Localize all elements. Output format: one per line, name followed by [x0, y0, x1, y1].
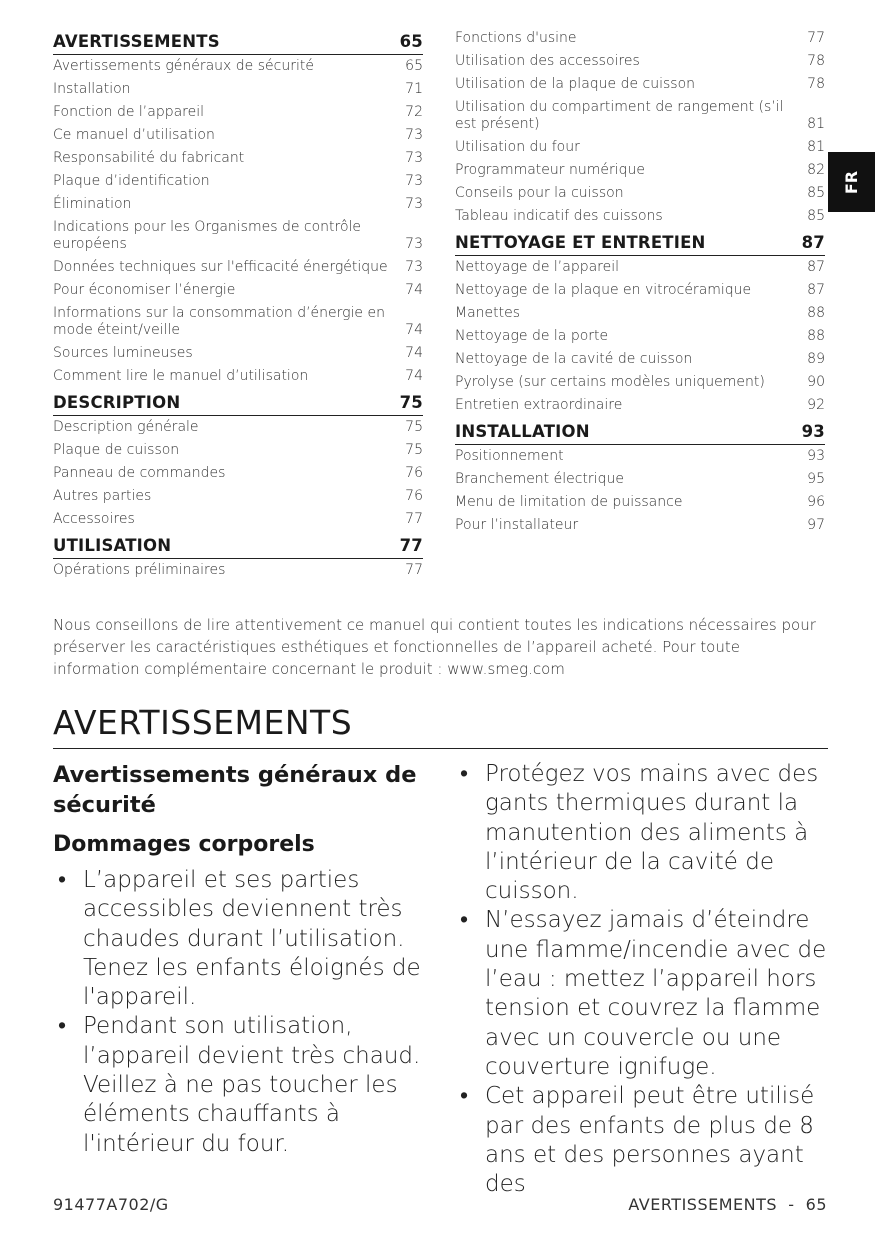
toc-page-number: 65	[405, 58, 423, 74]
toc-entry-title: Entretien extraordinaire	[455, 397, 623, 413]
toc-entry-title: Nettoyage de la plaque en vitrocéramique	[455, 282, 752, 298]
toc-entry-title: Manettes	[455, 305, 521, 321]
toc-page-number: 85	[807, 208, 825, 224]
toc-entry-title: Sources lumineuses	[53, 345, 193, 361]
toc-entry	[455, 351, 825, 368]
toc-entry-title: Pyrolyse (sur certains modèles uniquement)	[455, 374, 765, 390]
toc-entry-title: Accessoires	[53, 511, 135, 527]
toc-section-heading	[455, 231, 825, 256]
toc-entry	[455, 374, 825, 391]
toc-entry-title: Tableau indicatif des cuissons	[455, 208, 663, 224]
toc-entry	[455, 448, 825, 465]
toc-entry	[53, 219, 423, 253]
intro-paragraph: Nous conseillons de lire attentivement ce manuel qui contient toutes les indications nécessaires pour préserver les caractéristiques esthétiques et fonctionnelles de l’appareil acheté. Pour toute information complémentaire concernant le produit : www.smeg.com	[53, 616, 816, 678]
toc-right-column	[455, 30, 825, 540]
toc-page-number: 73	[405, 127, 423, 143]
toc-entry	[455, 282, 825, 299]
toc-entry	[53, 127, 423, 144]
toc-page-number: 77	[807, 30, 825, 46]
toc-page-number: 74	[405, 368, 423, 384]
toc-page-number: 76	[405, 488, 423, 504]
toc-entry-title: Conseils pour la cuisson	[455, 185, 624, 201]
toc-page-number: 87	[807, 259, 825, 275]
footer-document-code: 91477A702/G	[53, 1195, 169, 1214]
toc-entry-title: Responsabilité du fabricant	[53, 150, 245, 166]
toc-entry	[53, 419, 423, 436]
toc-page-number: 90	[807, 374, 825, 390]
toc-entry-title: Utilisation du four	[455, 139, 580, 155]
toc-entry-title: Plaque d’identification	[53, 173, 210, 189]
toc-page-number: 87	[807, 282, 825, 298]
toc-entry-title: Comment lire le manuel d’utilisation	[53, 368, 309, 384]
toc-entry-title: Installation	[53, 81, 131, 97]
toc-entry	[455, 76, 825, 93]
toc-entry-title: Nettoyage de l’appareil	[455, 259, 620, 275]
body-left-column	[53, 760, 425, 1159]
toc-section-title: DESCRIPTION	[53, 393, 181, 412]
list-item	[455, 906, 827, 1082]
list-item	[455, 1082, 827, 1199]
toc-entry-title: Branchement électrique	[455, 471, 624, 487]
list-item	[53, 1012, 425, 1158]
bullet-list-right	[455, 760, 827, 1199]
toc-entry-title: Avertissements généraux de sécurité	[53, 58, 314, 74]
toc-entry	[53, 305, 423, 339]
toc-page-number: 75	[405, 419, 423, 435]
toc-entry-title: Utilisation des accessoires	[455, 53, 640, 69]
toc-page-number: 73	[405, 196, 423, 212]
toc-entry	[455, 305, 825, 322]
toc-page-number: 78	[807, 76, 825, 92]
bullet-text: L’appareil et ses parties accessibles deviennent très chaudes durant l’utilisation. Tenez les enfants éloignés de l'appareil.	[83, 867, 421, 1011]
toc-page-number: 74	[405, 282, 423, 298]
toc-entry	[455, 30, 825, 47]
toc-page-number: 97	[807, 517, 825, 533]
toc-entry-title: Pour économiser l’énergie	[53, 282, 236, 298]
toc-entry	[53, 104, 423, 121]
toc-left-column	[53, 30, 423, 585]
toc-entry	[53, 488, 423, 505]
bullet-list-left	[53, 866, 425, 1159]
toc-page-number: 88	[807, 328, 825, 344]
toc-page-number: 87	[801, 233, 825, 252]
toc-page-number: 74	[405, 345, 423, 361]
toc-section-title: INSTALLATION	[455, 422, 590, 441]
toc-entry-title: Nettoyage de la cavité de cuisson	[455, 351, 693, 367]
toc-entry	[53, 368, 423, 385]
subheading-bodily-harm: Dommages corporels	[53, 832, 315, 857]
toc-page-number: 93	[801, 422, 825, 441]
language-tab	[828, 152, 875, 212]
toc-entry-title: Ce manuel d’utilisation	[53, 127, 215, 143]
toc-entry-title: Utilisation de la plaque de cuisson	[455, 76, 696, 92]
toc-entry-title: Élimination	[53, 196, 132, 212]
bullet-text: Pendant son utilisation, l’appareil devient très chaud. Veillez à ne pas toucher les éléments chauffants à l'intérieur du four.	[83, 1013, 421, 1157]
toc-entry	[455, 139, 825, 156]
toc-page-number: 96	[807, 494, 825, 510]
toc-page-number: 75	[405, 442, 423, 458]
toc-entry-title: Nettoyage de la porte	[455, 328, 609, 344]
toc-section-title: AVERTISSEMENTS	[53, 32, 220, 51]
toc-page-number: 73	[405, 236, 423, 252]
toc-section-title: UTILISATION	[53, 536, 172, 555]
toc-entry	[455, 397, 825, 414]
toc-section-heading	[455, 420, 825, 445]
toc-entry-title: Fonction de l’appareil	[53, 104, 205, 120]
toc-page-number: 75	[399, 393, 423, 412]
toc-page-number: 73	[405, 173, 423, 189]
bullet-icon: •	[58, 867, 67, 893]
toc-page-number: 74	[405, 322, 423, 338]
footer-running-head: AVERTISSEMENTS - 65	[628, 1195, 827, 1214]
toc-page-number: 88	[807, 305, 825, 321]
toc-entry-title: Opérations préliminaires	[53, 562, 226, 578]
toc-section-heading	[53, 30, 423, 55]
toc-entry-title: Programmateur numérique	[455, 162, 645, 178]
toc-entry	[53, 511, 423, 528]
toc-entry	[53, 345, 423, 362]
bullet-text: Cet appareil peut être utilisé par des enfants de plus de 8 ans et des personnes ayant des	[485, 1083, 815, 1198]
toc-page-number: 78	[807, 53, 825, 69]
toc-page-number: 77	[399, 536, 423, 555]
toc-entry	[53, 58, 423, 75]
language-tab-label: FR	[842, 170, 861, 194]
toc-page-number: 73	[405, 259, 423, 275]
bullet-icon: •	[58, 1013, 67, 1040]
toc-page-number: 65	[399, 32, 423, 51]
toc-entry	[455, 517, 825, 534]
toc-entry-title: Description générale	[53, 419, 199, 435]
toc-section-heading	[53, 534, 423, 559]
toc-entry	[53, 196, 423, 213]
toc-page-number: 89	[807, 351, 825, 367]
bullet-text: N’essayez jamais d’éteindre une flamme/incendie avec de l’eau : mettez l’appareil hors tension et couvrez la flamme avec un couvercle ou une couverture ignifuge.	[485, 907, 827, 1080]
toc-page-number: 77	[405, 562, 423, 578]
toc-page-number: 77	[405, 511, 423, 527]
bullet-icon: •	[460, 1083, 469, 1110]
bullet-text: Protégez vos mains avec des gants thermiques durant la manutention des aliments à l’intérieur de la cavité de cuisson.	[485, 761, 819, 905]
toc-entry-title: Fonctions d'usine	[455, 30, 577, 46]
toc-entry	[455, 53, 825, 70]
toc-entry	[53, 81, 423, 98]
toc-entry	[455, 185, 825, 202]
toc-entry	[53, 150, 423, 167]
toc-page-number: 81	[807, 116, 825, 132]
toc-entry	[455, 99, 825, 133]
toc-section-heading	[53, 391, 423, 416]
toc-entry	[455, 328, 825, 345]
toc-entry	[53, 282, 423, 299]
toc-page-number: 85	[807, 185, 825, 201]
toc-entry-title: Utilisation du compartiment de rangement (s’il est présent)	[455, 99, 784, 132]
toc-entry-title: Pour l’installateur	[455, 517, 579, 533]
toc-entry-title: Positionnement	[455, 448, 564, 464]
toc-entry	[455, 259, 825, 276]
toc-page-number: 71	[405, 81, 423, 97]
toc-entry	[455, 208, 825, 225]
toc-section-title: NETTOYAGE ET ENTRETIEN	[455, 233, 706, 252]
toc-entry-title: Autres parties	[53, 488, 152, 504]
toc-entry	[53, 173, 423, 190]
toc-page-number: 73	[405, 150, 423, 166]
toc-page-number: 82	[807, 162, 825, 178]
toc-page-number: 72	[405, 104, 423, 120]
bullet-icon: •	[460, 907, 469, 934]
toc-entry-title: Informations sur la consommation d’énergie en mode éteint/veille	[53, 305, 385, 338]
list-item	[53, 866, 425, 1012]
toc-entry	[53, 465, 423, 482]
bullet-icon: •	[460, 761, 469, 787]
toc-entry	[53, 442, 423, 459]
toc-entry	[455, 494, 825, 511]
toc-entry	[455, 162, 825, 179]
subheading-general-safety: Avertissements généraux de sécurité	[53, 762, 417, 818]
toc-entry-title: Panneau de commandes	[53, 465, 226, 481]
toc-entry	[53, 562, 423, 579]
toc-page-number: 95	[807, 471, 825, 487]
toc-page-number: 93	[807, 448, 825, 464]
body-right-column	[455, 760, 827, 1199]
toc-entry-title: Menu de limitation de puissance	[455, 494, 683, 510]
toc-entry	[53, 259, 423, 276]
toc-page-number: 92	[807, 397, 825, 413]
toc-page-number: 76	[405, 465, 423, 481]
toc-entry-title: Données techniques sur l'efficacité énergétique	[53, 259, 388, 275]
list-item	[455, 760, 827, 906]
toc-entry-title: Indications pour les Organismes de contrôle européens	[53, 219, 362, 252]
toc-entry	[455, 471, 825, 488]
toc-page-number: 81	[807, 139, 825, 155]
page-title: AVERTISSEMENTS	[53, 703, 828, 749]
toc-entry-title: Plaque de cuisson	[53, 442, 180, 458]
